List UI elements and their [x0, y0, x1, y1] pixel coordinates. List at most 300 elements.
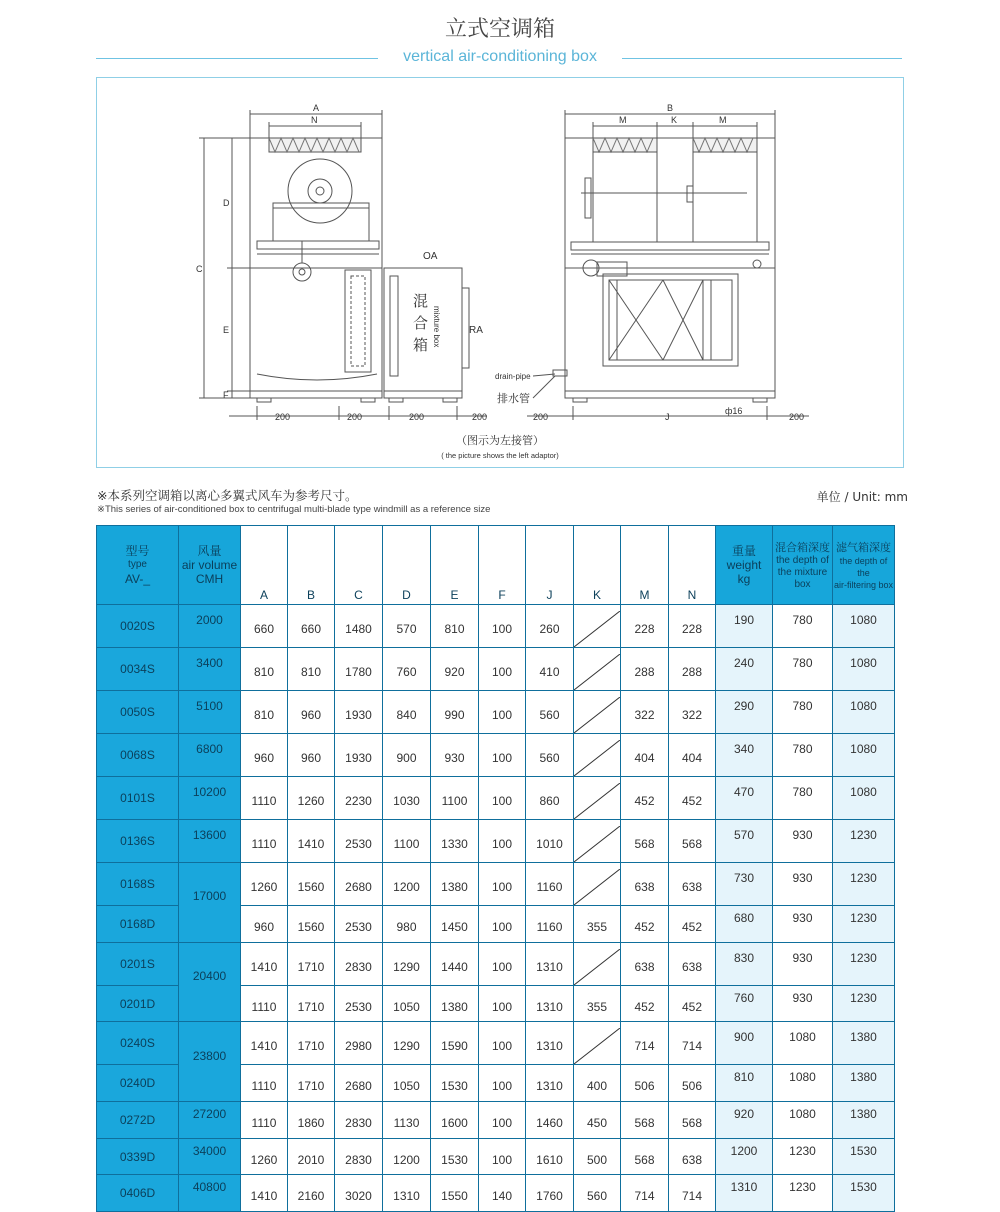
dim-label-d: D — [223, 198, 230, 208]
cell-air-volume — [179, 1175, 241, 1212]
ra-label: RA — [469, 325, 483, 336]
cell-air-volume — [179, 1102, 241, 1139]
cell-type: 0339D — [97, 1138, 179, 1175]
header-air — [179, 526, 241, 605]
cell-f: 100 — [479, 906, 526, 943]
cell-air-volume-value: 5100 — [196, 699, 223, 713]
cell-air-volume — [179, 605, 241, 648]
cell-mixture-depth-value: 780 — [792, 742, 813, 756]
cell-n: 714 — [669, 1175, 716, 1212]
cell-air-volume — [179, 1138, 241, 1175]
cell-air-volume — [179, 1022, 241, 1102]
cell-k-empty — [574, 863, 621, 906]
cell-weight-value: 1310 — [730, 1180, 758, 1195]
cell-filter-depth — [833, 942, 895, 985]
cell-mixture-depth-value: 1080 — [789, 1030, 816, 1045]
dim-label-m1: M — [619, 115, 627, 125]
header-mix-en2: the mixture — [777, 566, 828, 578]
cell-e: 1590 — [431, 1022, 479, 1065]
header-air-en: air volume — [181, 558, 238, 572]
cell-a: 1410 — [241, 942, 288, 985]
header-d: D — [383, 526, 431, 605]
cell-d: 1030 — [383, 777, 431, 820]
cell-filter-depth-value: 1080 — [850, 742, 877, 756]
cell-a: 1260 — [241, 863, 288, 906]
cell-weight — [716, 985, 773, 1022]
dim-label-a: A — [313, 103, 320, 113]
cell-a: 1260 — [241, 1138, 288, 1175]
cell-air-volume-value: 3400 — [196, 656, 223, 670]
cell-j: 1460 — [526, 1102, 574, 1139]
mixture-cn-1: 混 — [413, 292, 429, 310]
cell-mixture-depth — [773, 1065, 833, 1102]
unit-label: 单位 / Unit: mm — [816, 490, 908, 504]
cell-weight-value: 470 — [733, 785, 755, 799]
cell-filter-depth — [833, 1065, 895, 1102]
cell-j: 1760 — [526, 1175, 574, 1212]
table-row — [97, 820, 895, 863]
header-air-unit: CMH — [195, 572, 224, 586]
cell-j: 1160 — [526, 906, 574, 943]
cell-e: 1100 — [431, 777, 479, 820]
cell-d: 900 — [383, 734, 431, 777]
table-row — [97, 1102, 895, 1139]
cell-k: 400 — [574, 1065, 621, 1102]
cell-filter-depth-value: 1080 — [850, 699, 877, 713]
cell-filter-depth — [833, 648, 895, 691]
cell-k-empty — [574, 648, 621, 691]
cell-j: 260 — [526, 605, 574, 648]
header-mix-en1: the depth of — [776, 554, 829, 566]
cell-mixture-depth — [773, 1022, 833, 1065]
header-mix-cn: 混合箱深度 — [775, 540, 830, 554]
cell-mixture-depth — [773, 863, 833, 906]
cell-k: 500 — [574, 1138, 621, 1175]
spec-table-body — [97, 605, 895, 1212]
cell-weight — [716, 777, 773, 820]
cell-m: 506 — [621, 1065, 669, 1102]
cell-k: 355 — [574, 985, 621, 1022]
dim-label-200-6: 200 — [789, 412, 805, 422]
cell-air-volume — [179, 863, 241, 943]
cell-mixture-depth — [773, 605, 833, 648]
cell-mixture-depth — [773, 691, 833, 734]
cell-type: 0272D — [97, 1102, 179, 1139]
cell-e: 1330 — [431, 820, 479, 863]
page-subtitle: vertical air-conditioning box — [0, 48, 1000, 66]
diagonal-slash-icon — [574, 611, 620, 647]
header-filt-cn: 滤气箱深度 — [836, 540, 891, 554]
cell-air-volume-value: 6800 — [196, 742, 223, 756]
cell-mixture-depth — [773, 1102, 833, 1139]
note-cn: ※本系列空调箱以离心多翼式风车为参考尺寸。 — [97, 488, 358, 503]
cell-weight-value: 900 — [733, 1030, 755, 1045]
dim-label-dia: ф16 — [725, 406, 743, 416]
cell-f: 100 — [479, 985, 526, 1022]
header-type-code: AV-_ — [124, 572, 151, 586]
cell-filter-depth-value: 1530 — [850, 1180, 877, 1195]
cell-air-volume-value: 13600 — [192, 828, 227, 842]
cell-d: 760 — [383, 648, 431, 691]
cell-e: 1440 — [431, 942, 479, 985]
cell-d: 1290 — [383, 1022, 431, 1065]
cell-c: 2980 — [335, 1022, 383, 1065]
cell-air-volume-value: 23800 — [192, 1048, 227, 1063]
cell-j: 1310 — [526, 985, 574, 1022]
diagonal-slash-icon — [574, 1028, 620, 1064]
cell-b: 2160 — [288, 1175, 335, 1212]
cell-weight — [716, 691, 773, 734]
cell-b: 960 — [288, 734, 335, 777]
cell-f: 100 — [479, 863, 526, 906]
cell-d: 1200 — [383, 863, 431, 906]
cell-b: 1710 — [288, 985, 335, 1022]
cell-a: 960 — [241, 906, 288, 943]
diagonal-slash-icon — [574, 869, 620, 905]
cell-mixture-depth — [773, 777, 833, 820]
cell-weight-value: 830 — [733, 950, 755, 965]
cell-d: 1310 — [383, 1175, 431, 1212]
cell-e: 1550 — [431, 1175, 479, 1212]
cell-filter-depth-value: 1380 — [850, 1106, 877, 1121]
cell-a: 1410 — [241, 1175, 288, 1212]
cell-m: 638 — [621, 863, 669, 906]
table-row — [97, 605, 895, 648]
drawing-caption-en: ( the picture shows the left adaptor) — [441, 451, 559, 460]
header-a: A — [241, 526, 288, 605]
cell-d: 1050 — [383, 1065, 431, 1102]
mixture-cn-3: 箱 — [413, 336, 429, 354]
cell-e: 920 — [431, 648, 479, 691]
cell-m: 714 — [621, 1175, 669, 1212]
cell-m: 568 — [621, 820, 669, 863]
cell-mixture-depth — [773, 906, 833, 943]
cell-k-empty — [574, 777, 621, 820]
cell-weight — [716, 734, 773, 777]
dim-label-f: F — [223, 390, 229, 400]
cell-c: 2530 — [335, 985, 383, 1022]
cell-b: 960 — [288, 691, 335, 734]
cell-f: 100 — [479, 1065, 526, 1102]
cell-weight-value: 570 — [733, 828, 755, 842]
header-weight-cn: 重量 — [731, 544, 756, 558]
cell-weight — [716, 942, 773, 985]
cell-mixture-depth-value: 930 — [792, 990, 813, 1005]
header-m: M — [621, 526, 669, 605]
dim-label-j: J — [665, 412, 670, 422]
table-row — [97, 942, 895, 985]
cell-e: 990 — [431, 691, 479, 734]
cell-mixture-depth — [773, 985, 833, 1022]
header-mix-en3: box — [794, 578, 811, 590]
cell-weight — [716, 1065, 773, 1102]
cell-c: 1780 — [335, 648, 383, 691]
cell-filter-depth — [833, 1022, 895, 1065]
cell-filter-depth-value: 1230 — [850, 871, 877, 885]
cell-mixture-depth-value: 930 — [792, 828, 813, 842]
right-view — [527, 110, 809, 420]
table-row — [97, 1175, 895, 1212]
header-weight-unit: kg — [737, 572, 751, 586]
cell-a: 810 — [241, 691, 288, 734]
cell-filter-depth — [833, 734, 895, 777]
cell-weight-value: 1200 — [730, 1143, 758, 1158]
cell-a: 1110 — [241, 777, 288, 820]
dim-label-n: N — [311, 115, 318, 125]
cell-type: 0168S — [97, 863, 179, 906]
cell-c: 1930 — [335, 734, 383, 777]
diagonal-slash-icon — [574, 654, 620, 690]
cell-weight-value: 240 — [733, 656, 755, 670]
cell-b: 1860 — [288, 1102, 335, 1139]
cell-mixture-depth-value: 1080 — [789, 1070, 816, 1085]
cell-n: 452 — [669, 906, 716, 943]
cell-filter-depth-value: 1080 — [850, 785, 877, 799]
table-row — [97, 1138, 895, 1175]
drain-pipe-cn-label: 排水管 — [497, 392, 530, 405]
cell-k: 560 — [574, 1175, 621, 1212]
drain-pipe-label: drain-pipe — [495, 372, 531, 381]
cell-mixture-depth — [773, 1175, 833, 1212]
cell-filter-depth — [833, 863, 895, 906]
cell-a: 1110 — [241, 820, 288, 863]
table-row — [97, 691, 895, 734]
cell-k-empty — [574, 734, 621, 777]
page-title: 立式空调箱 — [444, 17, 555, 42]
cell-m: 228 — [621, 605, 669, 648]
table-row — [97, 734, 895, 777]
cell-weight — [716, 1138, 773, 1175]
cell-filter-depth — [833, 1138, 895, 1175]
cell-j: 1310 — [526, 1022, 574, 1065]
cell-e: 1380 — [431, 985, 479, 1022]
cell-m: 714 — [621, 1022, 669, 1065]
cell-j: 410 — [526, 648, 574, 691]
cell-n: 638 — [669, 863, 716, 906]
cell-b: 1710 — [288, 942, 335, 985]
cell-k: 450 — [574, 1102, 621, 1139]
cell-mixture-depth — [773, 820, 833, 863]
cell-d: 1130 — [383, 1102, 431, 1139]
cell-filter-depth-value: 1380 — [850, 1070, 877, 1085]
cell-mixture-depth-value: 780 — [792, 656, 813, 670]
cell-d: 1290 — [383, 942, 431, 985]
cell-f: 100 — [479, 691, 526, 734]
cell-filter-depth — [833, 985, 895, 1022]
cell-c: 1480 — [335, 605, 383, 648]
cell-mixture-depth-value: 930 — [792, 950, 813, 965]
cell-n: 404 — [669, 734, 716, 777]
cell-mixture-depth-value: 780 — [792, 613, 813, 627]
cell-weight — [716, 1175, 773, 1212]
cell-k-empty — [574, 820, 621, 863]
cell-k-empty — [574, 605, 621, 648]
cell-f: 100 — [479, 734, 526, 777]
cell-type: 0406D — [97, 1175, 179, 1212]
header-k: K — [574, 526, 621, 605]
cell-weight — [716, 906, 773, 943]
cell-type: 0101S — [97, 777, 179, 820]
cell-b: 810 — [288, 648, 335, 691]
cell-j: 1310 — [526, 942, 574, 985]
cell-mixture-depth-value: 930 — [792, 910, 813, 925]
cell-type: 0168D — [97, 906, 179, 943]
cell-air-volume-value: 20400 — [192, 969, 227, 984]
dim-label-200-1: 200 — [275, 412, 291, 422]
mixture-en: mixture box — [432, 306, 441, 348]
cell-air-volume — [179, 648, 241, 691]
cell-b: 1260 — [288, 777, 335, 820]
cell-b: 2010 — [288, 1138, 335, 1175]
cell-type: 0136S — [97, 820, 179, 863]
cell-m: 568 — [621, 1138, 669, 1175]
table-row — [97, 648, 895, 691]
cell-a: 960 — [241, 734, 288, 777]
cell-air-volume-value: 10200 — [192, 785, 227, 799]
dim-label-200-2: 200 — [347, 412, 363, 422]
cell-m: 638 — [621, 942, 669, 985]
cell-air-volume-value: 2000 — [196, 613, 223, 627]
diagonal-slash-icon — [574, 697, 620, 733]
table-row — [97, 863, 895, 906]
cell-c: 2230 — [335, 777, 383, 820]
header-j: J — [526, 526, 574, 605]
cell-mixture-depth-value: 1230 — [789, 1180, 816, 1195]
cell-n: 506 — [669, 1065, 716, 1102]
cell-air-volume — [179, 820, 241, 863]
cell-air-volume — [179, 691, 241, 734]
cell-weight-value: 730 — [733, 871, 755, 885]
cell-e: 1530 — [431, 1138, 479, 1175]
cell-d: 570 — [383, 605, 431, 648]
cell-mixture-depth-value: 780 — [792, 785, 813, 799]
cell-n: 322 — [669, 691, 716, 734]
cell-k: 355 — [574, 906, 621, 943]
subtitle-rule-right — [622, 58, 902, 59]
cell-filter-depth — [833, 777, 895, 820]
oa-label: OA — [423, 251, 438, 262]
cell-m: 452 — [621, 985, 669, 1022]
cell-n: 452 — [669, 777, 716, 820]
dim-label-k: K — [671, 115, 678, 125]
cell-b: 1560 — [288, 863, 335, 906]
drawing-svg — [97, 78, 903, 467]
diagonal-slash-icon — [574, 740, 620, 776]
header-c: C — [335, 526, 383, 605]
header-type-cn: 型号 — [125, 544, 150, 558]
cell-m: 452 — [621, 777, 669, 820]
header-weight-en: weight — [726, 558, 762, 572]
cell-weight-value: 810 — [733, 1070, 755, 1085]
cell-filter-depth-value: 1230 — [850, 828, 877, 842]
cell-mixture-depth — [773, 734, 833, 777]
cell-m: 452 — [621, 906, 669, 943]
cell-c: 3020 — [335, 1175, 383, 1212]
cell-filter-depth — [833, 691, 895, 734]
cell-b: 1710 — [288, 1022, 335, 1065]
note-en: ※This series of air-conditioned box to centrifugal multi-blade type windmill as a reference size — [97, 504, 491, 515]
cell-filter-depth-value: 1080 — [850, 656, 877, 670]
cell-air-volume — [179, 734, 241, 777]
cell-mixture-depth-value: 1230 — [789, 1143, 816, 1158]
cell-f: 100 — [479, 605, 526, 648]
cell-weight-value: 290 — [733, 699, 755, 713]
cell-n: 452 — [669, 985, 716, 1022]
header-air-cn: 风量 — [197, 544, 222, 558]
cell-air-volume — [179, 777, 241, 820]
cell-filter-depth — [833, 820, 895, 863]
cell-c: 2830 — [335, 942, 383, 985]
cell-type: 0201D — [97, 985, 179, 1022]
cell-d: 1200 — [383, 1138, 431, 1175]
table-row — [97, 1022, 895, 1065]
cell-b: 1560 — [288, 906, 335, 943]
cell-a: 1110 — [241, 1102, 288, 1139]
cell-air-volume-value: 40800 — [192, 1180, 227, 1195]
header-n: N — [669, 526, 716, 605]
cell-type: 0240D — [97, 1065, 179, 1102]
cell-air-volume-value: 17000 — [192, 889, 227, 904]
cell-mixture-depth — [773, 1138, 833, 1175]
cell-air-volume-value: 27200 — [192, 1106, 227, 1121]
cell-weight-value: 340 — [733, 742, 755, 756]
cell-filter-depth-value: 1530 — [850, 1143, 877, 1158]
cell-mixture-depth-value: 780 — [792, 699, 813, 713]
cell-c: 2830 — [335, 1138, 383, 1175]
cell-n: 228 — [669, 605, 716, 648]
left-view — [199, 110, 487, 420]
cell-m: 322 — [621, 691, 669, 734]
cell-a: 810 — [241, 648, 288, 691]
cell-filter-depth — [833, 1175, 895, 1212]
cell-weight — [716, 648, 773, 691]
cell-weight — [716, 1102, 773, 1139]
cell-b: 660 — [288, 605, 335, 648]
cell-type: 0201S — [97, 942, 179, 985]
cell-c: 2530 — [335, 820, 383, 863]
cell-filter-depth-value: 1080 — [850, 613, 877, 627]
header-filt — [833, 526, 895, 605]
dim-label-m2: M — [719, 115, 727, 125]
cell-k-empty — [574, 1022, 621, 1065]
mixture-cn-2: 合 — [413, 314, 429, 332]
spec-table-header — [97, 526, 895, 605]
header-mix — [773, 526, 833, 605]
cell-a: 660 — [241, 605, 288, 648]
cell-c: 2680 — [335, 863, 383, 906]
cell-filter-depth-value: 1380 — [850, 1030, 877, 1045]
cell-weight-value: 760 — [733, 990, 755, 1005]
cell-f: 100 — [479, 1102, 526, 1139]
cell-j: 1160 — [526, 863, 574, 906]
cell-type: 0050S — [97, 691, 179, 734]
cell-weight — [716, 820, 773, 863]
header-type — [97, 526, 179, 605]
cell-e: 1530 — [431, 1065, 479, 1102]
cell-f: 100 — [479, 648, 526, 691]
cell-f: 100 — [479, 777, 526, 820]
cell-d: 1050 — [383, 985, 431, 1022]
cell-mixture-depth — [773, 942, 833, 985]
cell-d: 840 — [383, 691, 431, 734]
cell-k-empty — [574, 691, 621, 734]
cell-e: 930 — [431, 734, 479, 777]
cell-weight — [716, 605, 773, 648]
cell-e: 1600 — [431, 1102, 479, 1139]
cell-j: 560 — [526, 691, 574, 734]
header-filt-en1: the depth of the — [839, 555, 888, 578]
cell-f: 100 — [479, 1138, 526, 1175]
